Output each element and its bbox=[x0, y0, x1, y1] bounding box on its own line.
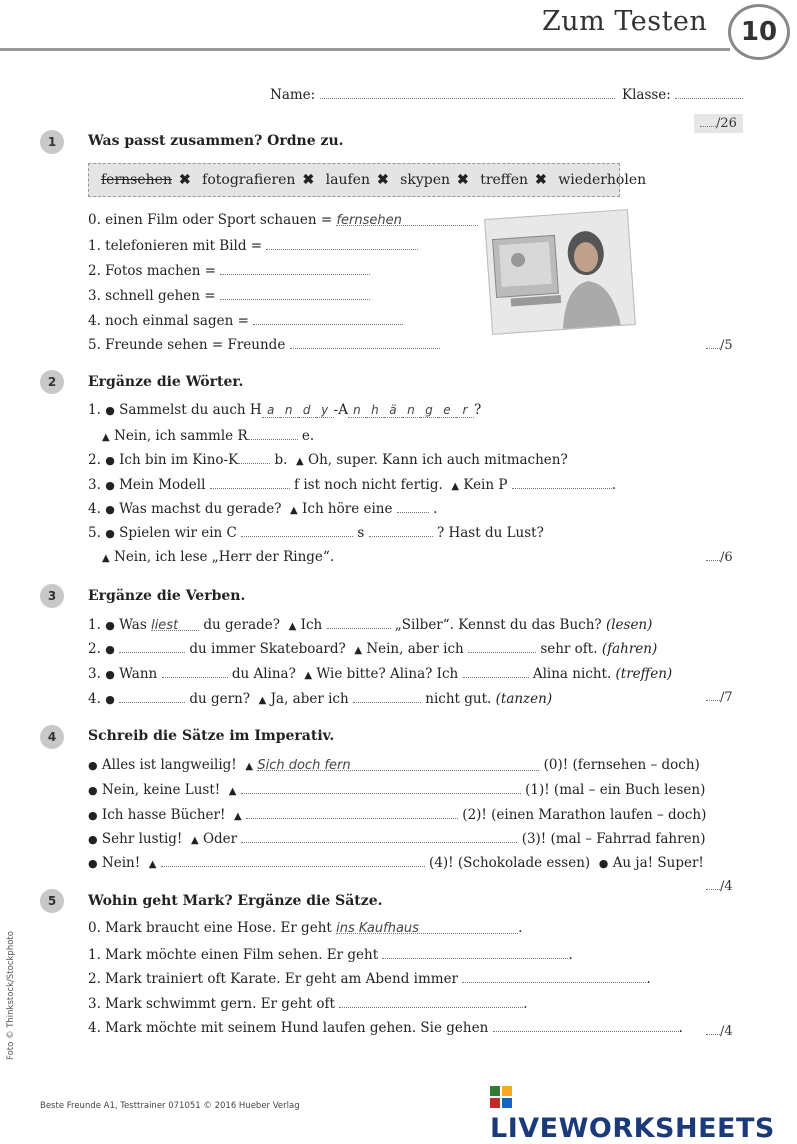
s5-gap-3[interactable] bbox=[339, 995, 523, 1008]
s4-line-4: ● Sehr lustig! ▲ Oder (3)! (mal – Fahrrad fahren) bbox=[88, 831, 706, 847]
s1-item-3: 3. schnell gehen = bbox=[88, 287, 370, 304]
s2-line-6: 5. ● Spielen wir ein C s ? Hast du Lust? bbox=[88, 525, 544, 541]
s5-line-1: 1. Mark möchte einen Film sehen. Er geht . bbox=[88, 947, 573, 963]
section-3-title: Ergänze die Verben. bbox=[88, 588, 246, 604]
section-3-number: 3 bbox=[40, 584, 64, 608]
s4-line-2: ● Nein, keine Lust! ▲ (1)! (mal – ein Buch lesen) bbox=[88, 782, 706, 798]
word-laufen: laufen bbox=[325, 172, 370, 188]
name-row bbox=[270, 86, 615, 103]
s4-line-1: ● Alles ist langweilig! ▲ Sich doch fern (0)! (fernsehen – doch) bbox=[88, 757, 700, 773]
s3-gap-5[interactable] bbox=[463, 665, 529, 678]
s1-item-4: 4. noch einmal sagen = bbox=[88, 312, 403, 329]
s1-score-field[interactable] bbox=[706, 339, 720, 349]
section-5-title: Wohin geht Mark? Ergänze die Sätze. bbox=[88, 893, 383, 909]
word-wiederholen: wiederholen bbox=[558, 172, 647, 188]
class-label: Klasse: bbox=[622, 87, 671, 103]
s3-gap-2[interactable] bbox=[119, 640, 185, 653]
s4-score: /4 bbox=[706, 879, 733, 894]
s2-line-1: 1. ● Sammelst du auch H a n d y -A n h ä n g e r ? bbox=[88, 402, 482, 418]
s2-line-5: 4. ● Was machst du gerade? ▲ Ich höre eine . bbox=[88, 501, 438, 517]
s4-gap-1[interactable] bbox=[241, 781, 521, 794]
s2-line-7: ▲ Nein, ich lese „Herr der Ringe“. bbox=[102, 549, 335, 565]
header-rule bbox=[0, 48, 730, 51]
s5-score-field[interactable] bbox=[706, 1025, 720, 1035]
name-label: Name: bbox=[270, 87, 316, 103]
s3-gap-4[interactable] bbox=[162, 665, 228, 678]
class-field[interactable] bbox=[675, 86, 743, 99]
s4-line-5: ● Nein! ▲ (4)! (Schokolade essen) ● Au ja! Super! bbox=[88, 855, 704, 871]
word-fernsehen: fernsehen bbox=[101, 172, 172, 188]
s3-score: /7 bbox=[706, 690, 733, 705]
s3-gap-6[interactable] bbox=[119, 690, 185, 703]
total-score: /26 bbox=[694, 114, 743, 133]
s2-gap-3[interactable] bbox=[210, 476, 290, 489]
s1-answer-1[interactable] bbox=[266, 237, 418, 250]
s3-line-4: 4. ● du gern? ▲ Ja, aber ich nicht gut. (tanzen) bbox=[88, 691, 553, 707]
photo-credit: Foto © Thinkstock/Stockphoto bbox=[6, 931, 16, 1060]
liveworksheets-logo-icon bbox=[490, 1084, 512, 1106]
photo-girl-computer bbox=[484, 209, 636, 335]
section-1-number: 1 bbox=[40, 130, 64, 154]
s2-score-field[interactable] bbox=[706, 551, 720, 561]
s5-gap-1[interactable] bbox=[382, 946, 568, 959]
s5-line-0: 0. Mark braucht eine Hose. Er geht ins Kaufhaus . bbox=[88, 920, 523, 936]
section-4-title: Schreib die Sätze im Imperativ. bbox=[88, 728, 335, 744]
s5-line-4: 4. Mark möchte mit seinem Hund laufen gehen. Sie gehen . bbox=[88, 1020, 683, 1036]
s3-score-field[interactable] bbox=[706, 691, 720, 701]
s1-answer-4[interactable] bbox=[253, 312, 403, 325]
s3-line-1: 1. ● Was liest du gerade? ▲ Ich „Silber“. Kennst du das Buch? (lesen) bbox=[88, 617, 653, 633]
word-treffen: treffen bbox=[480, 172, 529, 188]
s3-gap-1[interactable] bbox=[327, 616, 391, 629]
s1-answer-5[interactable] bbox=[290, 336, 440, 349]
section-1-title: Was passt zusammen? Ordne zu. bbox=[88, 133, 344, 149]
class-row bbox=[622, 86, 743, 103]
s2-gap-4[interactable] bbox=[512, 476, 612, 489]
s1-item-1: 1. telefonieren mit Bild = bbox=[88, 237, 418, 254]
s5-gap-2[interactable] bbox=[462, 970, 646, 983]
s3-gap-7[interactable] bbox=[353, 690, 421, 703]
s3-gap-3[interactable] bbox=[468, 640, 536, 653]
s1-answer-3[interactable] bbox=[220, 287, 370, 300]
unit-number-badge: 10 bbox=[728, 4, 790, 60]
s5-line-3: 3. Mark schwimmt gern. Er geht oft . bbox=[88, 996, 528, 1012]
s4-answer-0: Sich doch fern bbox=[257, 758, 539, 771]
word-fotografieren: fotografieren bbox=[202, 172, 296, 188]
total-score-field[interactable] bbox=[700, 117, 716, 127]
s4-gap-3[interactable] bbox=[241, 830, 517, 843]
s4-score-field[interactable] bbox=[706, 880, 720, 890]
s2-gap-1[interactable] bbox=[248, 427, 298, 440]
section-2-title: Ergänze die Wörter. bbox=[88, 374, 244, 390]
s5-score: /4 bbox=[706, 1024, 733, 1039]
page-title: Zum Testen bbox=[542, 6, 708, 37]
s3-answer-0: liest bbox=[151, 618, 199, 631]
s2-line-3: 2. ● Ich bin im Kino-K b. ▲ Oh, super. Kann ich auch mitmachen? bbox=[88, 452, 568, 468]
footer-text: Beste Freunde A1, Testtrainer 071051 © 2016 Hueber Verlag bbox=[40, 1101, 300, 1111]
s1-answer-0: fernsehen bbox=[336, 213, 478, 226]
s3-line-2: 2. ● du immer Skateboard? ▲ Nein, aber ich sehr oft. (fahren) bbox=[88, 641, 658, 657]
s2-gap-2[interactable] bbox=[238, 451, 270, 464]
s4-gap-4[interactable] bbox=[161, 854, 425, 867]
s5-answer-0: ins Kaufhaus bbox=[336, 921, 518, 934]
s1-item-5: 5. Freunde sehen = Freunde bbox=[88, 336, 440, 353]
name-field[interactable] bbox=[320, 86, 615, 99]
s2-line-2: ▲ Nein, ich sammle R e. bbox=[102, 428, 315, 444]
s1-answer-2[interactable] bbox=[220, 262, 370, 275]
section-4-number: 4 bbox=[40, 725, 64, 749]
liveworksheets-watermark: LIVEWORKSHEETS bbox=[490, 1082, 797, 1144]
s2-score: /6 bbox=[706, 550, 733, 565]
s2-line-4: 3. ● Mein Modell f ist noch nicht fertig. ▲ Kein P . bbox=[88, 477, 617, 493]
s5-line-2: 2. Mark trainiert oft Karate. Er geht am Abend immer . bbox=[88, 971, 651, 987]
s4-gap-2[interactable] bbox=[246, 806, 458, 819]
section-2-number: 2 bbox=[40, 370, 64, 394]
s1-item-2: 2. Fotos machen = bbox=[88, 262, 370, 279]
s2-gap-5[interactable] bbox=[397, 500, 429, 513]
s4-line-3: ● Ich hasse Bücher! ▲ (2)! (einen Marathon laufen – doch) bbox=[88, 807, 707, 823]
s2-gap-6[interactable] bbox=[241, 524, 353, 537]
section-5-number: 5 bbox=[40, 889, 64, 913]
s3-line-3: 3. ● Wann du Alina? ▲ Wie bitte? Alina? Ich Alina nicht. (treffen) bbox=[88, 666, 673, 682]
s2-gap-7[interactable] bbox=[369, 524, 433, 537]
s5-gap-4[interactable] bbox=[493, 1019, 679, 1032]
s1-score: /5 bbox=[706, 338, 733, 353]
word-box: fernsehen ✖ fotografieren ✖ laufen ✖ skypen ✖ treffen ✖ wiederholen bbox=[88, 163, 620, 197]
word-skypen: skypen bbox=[400, 172, 450, 188]
s1-item-0: 0. einen Film oder Sport schauen = fernsehen bbox=[88, 212, 478, 228]
